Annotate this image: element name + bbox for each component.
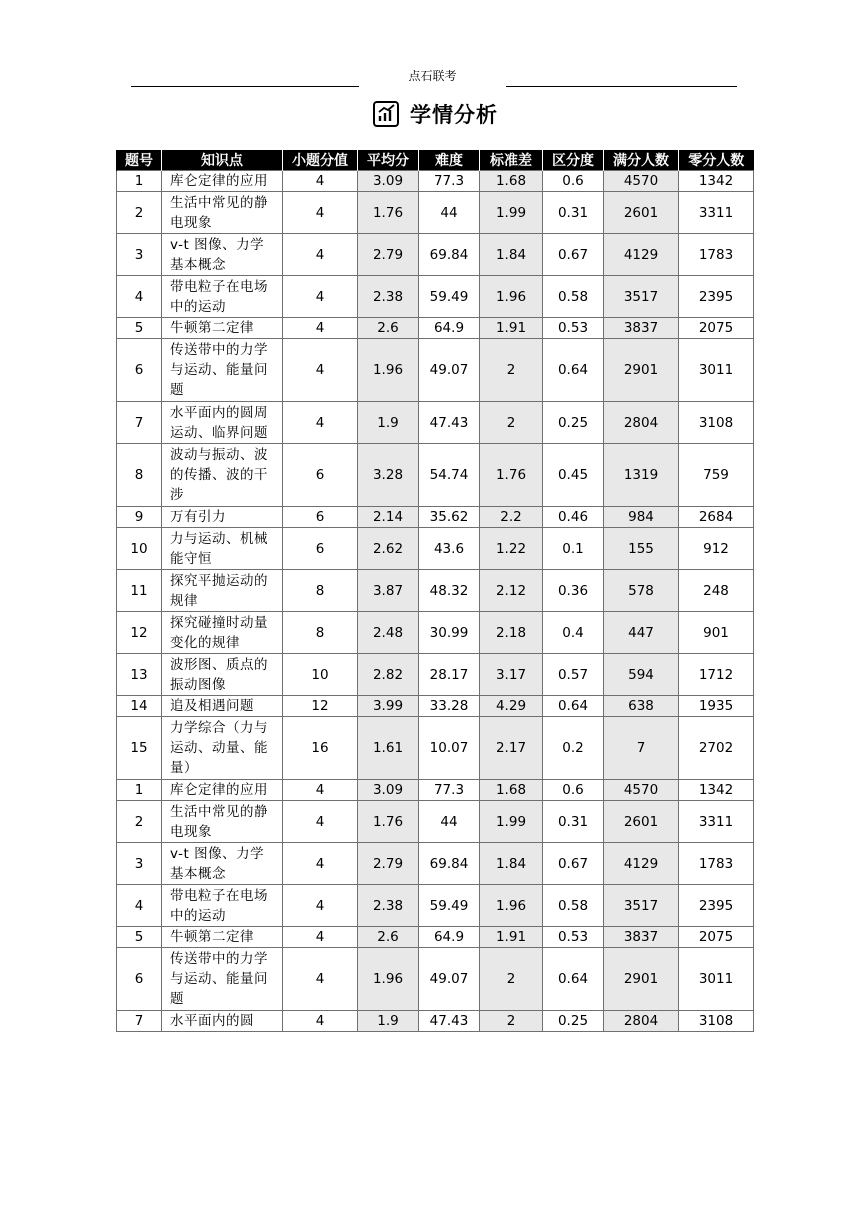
table-row [117,171,754,192]
table-cell-zero: 3108 [679,402,754,444]
table-cell-no: 6 [117,948,162,1011]
table-row [117,801,754,843]
table-cell-diff: 69.84 [419,234,480,276]
table-cell-topic: 水平面内的圆 [162,1011,283,1032]
table-cell-zero: 1712 [679,654,754,696]
table-cell-zero: 1342 [679,171,754,192]
column-header: 难度 [419,150,480,171]
table-cell-full: 594 [604,654,679,696]
table-cell-score: 4 [283,171,358,192]
table-cell-diff: 48.32 [419,570,480,612]
table-cell-topic: 波形图、质点的振动图像 [162,654,283,696]
table-row [117,507,754,528]
table-cell-zero: 3011 [679,948,754,1011]
table-cell-no: 4 [117,276,162,318]
table-row [117,528,754,570]
table-cell-disc: 0.58 [543,276,604,318]
table-cell-zero: 2702 [679,717,754,780]
table-cell-diff: 69.84 [419,843,480,885]
table-cell-avg: 1.9 [358,1011,419,1032]
table-cell-no: 6 [117,339,162,402]
table-cell-no: 7 [117,1011,162,1032]
table-cell-no: 5 [117,318,162,339]
table-cell-sd: 1.99 [480,801,543,843]
table-cell-topic: 库仑定律的应用 [162,780,283,801]
table-cell-score: 4 [283,318,358,339]
table-row [117,717,754,780]
table-cell-full: 2601 [604,801,679,843]
table-cell-no: 11 [117,570,162,612]
table-cell-full: 2901 [604,339,679,402]
table-cell-sd: 1.84 [480,843,543,885]
table-cell-no: 8 [117,444,162,507]
table-cell-score: 6 [283,507,358,528]
table-cell-score: 6 [283,528,358,570]
table-header-row [117,150,754,171]
table-cell-disc: 0.31 [543,192,604,234]
table-cell-avg: 2.38 [358,885,419,927]
table-cell-sd: 2.12 [480,570,543,612]
table-cell-full: 984 [604,507,679,528]
table-cell-full: 3517 [604,885,679,927]
table-cell-disc: 0.53 [543,318,604,339]
table-cell-avg: 2.82 [358,654,419,696]
table-cell-diff: 49.07 [419,948,480,1011]
page-title [372,96,498,132]
table-row [117,318,754,339]
chart-analysis-icon [372,100,400,128]
table-cell-sd: 2 [480,339,543,402]
page-title-text: 学情分析 [410,103,498,127]
table-cell-disc: 0.64 [543,696,604,717]
table-cell-sd: 3.17 [480,654,543,696]
table-cell-avg: 2.38 [358,276,419,318]
header-rule-left [131,86,359,87]
table-row [117,654,754,696]
table-cell-topic: 生活中常见的静电现象 [162,801,283,843]
table-cell-diff: 44 [419,192,480,234]
table-row [117,234,754,276]
table-cell-full: 3517 [604,276,679,318]
table-cell-avg: 3.87 [358,570,419,612]
table-cell-topic: 波动与振动、波的传播、波的干涉 [162,444,283,507]
table-cell-disc: 0.57 [543,654,604,696]
table-cell-score: 4 [283,885,358,927]
table-cell-avg: 2.48 [358,612,419,654]
table-cell-sd: 1.76 [480,444,543,507]
table-cell-zero: 1342 [679,780,754,801]
table-cell-score: 4 [283,801,358,843]
table-cell-avg: 1.61 [358,717,419,780]
table-cell-sd: 4.29 [480,696,543,717]
table-cell-score: 12 [283,696,358,717]
table-cell-full: 638 [604,696,679,717]
table-cell-disc: 0.67 [543,234,604,276]
table-cell-no: 3 [117,234,162,276]
table-cell-no: 12 [117,612,162,654]
table-cell-sd: 1.84 [480,234,543,276]
table-cell-score: 4 [283,276,358,318]
table-row [117,276,754,318]
table-cell-zero: 3011 [679,339,754,402]
column-header: 零分人数 [679,150,754,171]
table-cell-score: 16 [283,717,358,780]
table-cell-full: 447 [604,612,679,654]
table-cell-topic: 生活中常见的静电现象 [162,192,283,234]
table-row [117,402,754,444]
table-cell-full: 2901 [604,948,679,1011]
table-cell-disc: 0.1 [543,528,604,570]
table-cell-disc: 0.53 [543,927,604,948]
table-cell-sd: 2 [480,402,543,444]
table-cell-full: 578 [604,570,679,612]
table-cell-avg: 1.76 [358,801,419,843]
table-cell-avg: 2.79 [358,843,419,885]
table-cell-sd: 1.91 [480,927,543,948]
table-cell-no: 7 [117,402,162,444]
table-cell-score: 10 [283,654,358,696]
column-header: 小题分值 [283,150,358,171]
table-cell-full: 2804 [604,1011,679,1032]
table-cell-sd: 2.2 [480,507,543,528]
table-cell-disc: 0.31 [543,801,604,843]
table-cell-sd: 1.99 [480,192,543,234]
table-row [117,780,754,801]
table-cell-sd: 1.22 [480,528,543,570]
table-cell-disc: 0.67 [543,843,604,885]
table-cell-zero: 759 [679,444,754,507]
table-cell-avg: 2.14 [358,507,419,528]
table-cell-diff: 59.49 [419,885,480,927]
table-cell-topic: 万有引力 [162,507,283,528]
table-cell-sd: 1.91 [480,318,543,339]
table-cell-zero: 2395 [679,885,754,927]
table-cell-no: 14 [117,696,162,717]
table-cell-disc: 0.25 [543,1011,604,1032]
table-cell-zero: 2075 [679,927,754,948]
table-cell-diff: 44 [419,801,480,843]
table-row [117,927,754,948]
header-brand: 点石联考 [408,69,457,83]
table-cell-full: 3837 [604,318,679,339]
table-cell-diff: 43.6 [419,528,480,570]
table-cell-score: 6 [283,444,358,507]
table-cell-diff: 49.07 [419,339,480,402]
table-cell-disc: 0.4 [543,612,604,654]
table-cell-diff: 64.9 [419,927,480,948]
table-cell-disc: 0.64 [543,339,604,402]
table-cell-full: 7 [604,717,679,780]
table-cell-zero: 1783 [679,234,754,276]
table-cell-zero: 912 [679,528,754,570]
table-cell-full: 4570 [604,171,679,192]
table-cell-diff: 54.74 [419,444,480,507]
table-cell-score: 8 [283,570,358,612]
table-cell-no: 2 [117,801,162,843]
table-cell-zero: 3311 [679,192,754,234]
column-header: 平均分 [358,150,419,171]
table-cell-disc: 0.25 [543,402,604,444]
table-row [117,339,754,402]
table-cell-score: 4 [283,234,358,276]
table-cell-topic: 库仑定律的应用 [162,171,283,192]
table-row [117,444,754,507]
table-cell-topic: 牛顿第二定律 [162,318,283,339]
column-header: 标准差 [480,150,543,171]
table-cell-disc: 0.45 [543,444,604,507]
table-cell-disc: 0.36 [543,570,604,612]
table-cell-full: 4129 [604,843,679,885]
table-cell-full: 4570 [604,780,679,801]
table-cell-sd: 1.96 [480,885,543,927]
table-cell-score: 4 [283,339,358,402]
table-cell-avg: 3.09 [358,780,419,801]
analysis-table [116,150,754,1032]
table-cell-zero: 1783 [679,843,754,885]
table-cell-zero: 3108 [679,1011,754,1032]
table-cell-no: 1 [117,171,162,192]
table-cell-score: 4 [283,780,358,801]
table-cell-no: 13 [117,654,162,696]
table-row [117,570,754,612]
table-cell-score: 4 [283,1011,358,1032]
table-cell-diff: 77.3 [419,171,480,192]
table-cell-no: 10 [117,528,162,570]
table-cell-diff: 35.62 [419,507,480,528]
table-row [117,192,754,234]
table-cell-topic: v-t 图像、力学基本概念 [162,843,283,885]
table-cell-score: 4 [283,402,358,444]
table-cell-sd: 2 [480,948,543,1011]
table-cell-no: 9 [117,507,162,528]
table-row [117,843,754,885]
table-cell-topic: 带电粒子在电场中的运动 [162,276,283,318]
table-cell-sd: 1.96 [480,276,543,318]
table-cell-score: 4 [283,948,358,1011]
table-row [117,1011,754,1032]
table-cell-diff: 30.99 [419,612,480,654]
table-cell-diff: 33.28 [419,696,480,717]
table-cell-disc: 0.64 [543,948,604,1011]
table-cell-avg: 1.96 [358,339,419,402]
table-cell-avg: 3.09 [358,171,419,192]
table-cell-full: 155 [604,528,679,570]
table-body [117,171,754,1032]
table-cell-topic: 探究碰撞时动量变化的规律 [162,612,283,654]
table-cell-disc: 0.46 [543,507,604,528]
table-cell-no: 3 [117,843,162,885]
table-cell-disc: 0.6 [543,780,604,801]
table-cell-diff: 10.07 [419,717,480,780]
table-cell-diff: 64.9 [419,318,480,339]
table-cell-avg: 2.79 [358,234,419,276]
table-cell-zero: 2075 [679,318,754,339]
table-cell-sd: 1.68 [480,780,543,801]
table-cell-sd: 2.17 [480,717,543,780]
table-cell-diff: 47.43 [419,1011,480,1032]
table-cell-avg: 1.76 [358,192,419,234]
column-header: 题号 [117,150,162,171]
table-row [117,696,754,717]
table-cell-avg: 2.6 [358,927,419,948]
table-cell-diff: 77.3 [419,780,480,801]
table-cell-zero: 1935 [679,696,754,717]
table-cell-zero: 3311 [679,801,754,843]
table-cell-score: 4 [283,927,358,948]
table-cell-score: 4 [283,843,358,885]
table-cell-diff: 28.17 [419,654,480,696]
table-cell-avg: 3.28 [358,444,419,507]
table-cell-avg: 1.9 [358,402,419,444]
table-cell-zero: 248 [679,570,754,612]
table-cell-full: 4129 [604,234,679,276]
table-cell-no: 2 [117,192,162,234]
table-cell-full: 3837 [604,927,679,948]
table-cell-zero: 2395 [679,276,754,318]
table-row [117,885,754,927]
table-cell-score: 8 [283,612,358,654]
table-cell-topic: 追及相遇问题 [162,696,283,717]
column-header: 满分人数 [604,150,679,171]
page-header [131,64,737,88]
table-cell-avg: 2.6 [358,318,419,339]
table-cell-topic: 传送带中的力学与运动、能量问题 [162,339,283,402]
header-rule-right [506,86,737,87]
table-cell-full: 2601 [604,192,679,234]
column-header: 区分度 [543,150,604,171]
table-cell-no: 5 [117,927,162,948]
table-cell-full: 1319 [604,444,679,507]
table-cell-topic: 牛顿第二定律 [162,927,283,948]
table-cell-no: 1 [117,780,162,801]
table-cell-full: 2804 [604,402,679,444]
table-cell-topic: 力与运动、机械能守恒 [162,528,283,570]
table-cell-disc: 0.2 [543,717,604,780]
table-cell-topic: v-t 图像、力学基本概念 [162,234,283,276]
table-cell-avg: 1.96 [358,948,419,1011]
table-cell-disc: 0.6 [543,171,604,192]
table-cell-sd: 1.68 [480,171,543,192]
table-cell-avg: 3.99 [358,696,419,717]
table-cell-avg: 2.62 [358,528,419,570]
table-cell-sd: 2.18 [480,612,543,654]
table-cell-no: 15 [117,717,162,780]
table-cell-zero: 2684 [679,507,754,528]
table-cell-topic: 探究平抛运动的规律 [162,570,283,612]
table-cell-sd: 2 [480,1011,543,1032]
table-cell-topic: 传送带中的力学与运动、能量问题 [162,948,283,1011]
table-row [117,948,754,1011]
table-cell-diff: 59.49 [419,276,480,318]
table-cell-topic: 水平面内的圆周运动、临界问题 [162,402,283,444]
table-cell-disc: 0.58 [543,885,604,927]
table-cell-topic: 力学综合（力与运动、动量、能量） [162,717,283,780]
table-cell-score: 4 [283,192,358,234]
table-cell-zero: 901 [679,612,754,654]
table-cell-topic: 带电粒子在电场中的运动 [162,885,283,927]
table-row [117,612,754,654]
table-cell-no: 4 [117,885,162,927]
table-cell-diff: 47.43 [419,402,480,444]
column-header: 知识点 [162,150,283,171]
